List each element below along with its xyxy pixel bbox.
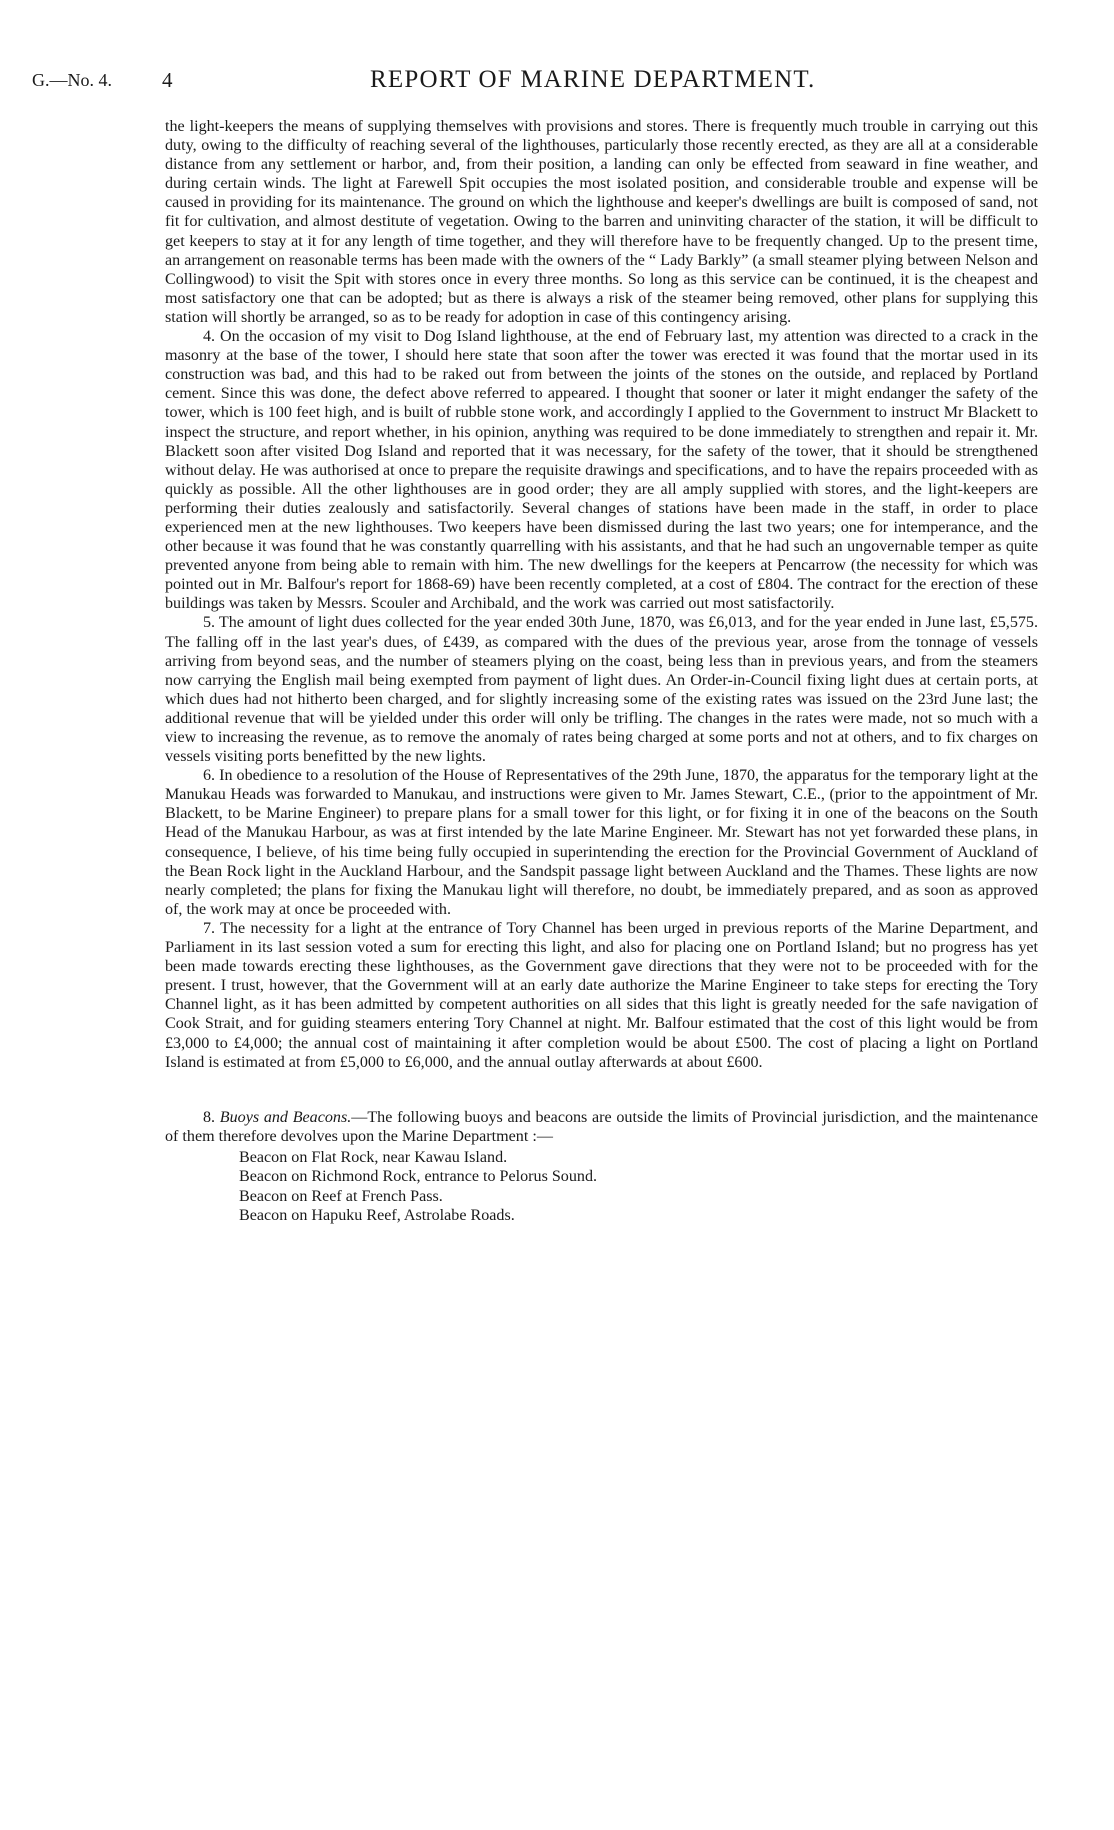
paragraph-7: 7. The necessity for a light at the entrance of Tory Channel has been urged in previous reports of the Marine Department, and Parliament in its last session voted a sum for erecting this light, and also for placing one on Portland Island; but no progress has yet been made towards erecting these lighthouses, as the Government gave directions that they were not to be proceeded with for the present. I trust, however, that the Government will at an early date authorize the Marine Engineer to take steps for erecting the Tory Channel light, as it has been admitted by competent authorities on all sides that this light is greatly needed for the safe navigation of Cook Strait, and for guiding steamers entering Tory Channel at night. Mr. Balfour estimated that the cost of this light would be from £3,000 to £4,000; the annual cost of maintaining it after completion would be about £500. The cost of placing a light on Portland Island is estimated at from £5,000 to £6,000, and the annual outlay afterwards at about £600. [165, 919, 1038, 1071]
section-heading: Buoys and Beacons. [219, 1108, 352, 1126]
paragraph-4: 4. On the occasion of my visit to Dog Island lighthouse, at the end of February last, my attention was directed to a crack in the masonry at the base of the tower, I should here state that soon after the tower was erected it was found that the mortar used in its construction was bad, and this had to be raked out from between the joints of the stones on the outside, and replaced by Portland cement. Since this was done, the defect above referred to appeared. I thought that sooner or later it might endanger the safety of the tower, which is 100 feet high, and is built of rubble stone work, and accordingly I applied to the Government to instruct Mr Blackett to inspect the structure, and report whether, in his opinion, anything was required to be done immediately to strengthen and repair it. Mr. Blackett soon after visited Dog Island and reported that it was necessary, for the safety of the tower, that it should be strengthened without delay. He was authorised at once to prepare the requisite drawings and specifications, and to have the repairs proceeded with as quickly as possible. All the other lighthouses are in good order; they are all amply supplied with stores, and the light-keepers are performing their duties zealously and satisfactorily. Several changes of stations have been made in the staff, in order to place experienced men at the new lighthouses. Two keepers have been dismissed during the last two years; one for intemperance, and the other because it was found that he was constantly quarrelling with his assistants, and that he had such an ungovernable temper as quite prevented anyone from being able to remain with him. The new dwellings for the keepers at Pencarrow (the necessity for which was pointed out in Mr. Balfour's report for 1868-69) have been recently completed, at a cost of £804. The contract for the erection of these buildings was taken by Messrs. Scouler and Archibald, and the work was carried out most satisfactorily. [165, 328, 1038, 613]
section-text: —The following buoys and beacons are outside the limits of Provincial jurisdiction, and the maintenance of them therefore devolves upon the Marine Department :— [165, 1108, 1039, 1145]
paragraph-8 [165, 1108, 1038, 1146]
list-item: Beacon on Flat Rock, near Kawau Island. [239, 1148, 508, 1166]
paragraph-6: 6. In obedience to a resolution of the House of Representatives of the 29th June, 1870, the apparatus for the temporary light at the Manukau Heads was forwarded to Manukau, and instructions were given to Mr. James Stewart, C.E., (prior to the appointment of Mr. Blackett, to be Marine Engineer) to prepare plans for a small tower for this light, or for fixing it in one of the beacons on the South Head of the Manukau Harbour, as was at first intended by the late Marine Engineer. Mr. Stewart has not yet forwarded these plans, in consequence, I believe, of his time being fully occupied in superintending the erection for the Provincial Government of Auckland of the Bean Rock light in the Auckland Harbour, and the Sandspit passage light between Auckland and the Thames. These lights are now nearly completed; the plans for fixing the Manukau light will therefore, no doubt, be immediately prepared, and as soon as approved of, the work may at once be proceeded with. [165, 767, 1038, 918]
page-number: 4 [162, 68, 173, 92]
report-body [165, 117, 1038, 1226]
list-item: Beacon on Reef at French Pass. [239, 1187, 443, 1205]
document-reference: G.—No. 4. [32, 70, 112, 90]
list-item: Beacon on Hapuku Reef, Astrolabe Roads. [239, 1207, 515, 1225]
paragraph-continuation: the light-keepers the means of supplying themselves with provisions and stores. There is frequently much trouble in carrying out this duty, owing to the difficulty of reaching several of the lighthouses, particularly those recently erected, as they are all at a considerable distance from any settlement or harbor, and, from their position, a landing can only be effected from seaward in fine weather, and during certain winds. The light at Farewell Spit occupies the most isolated position, and considerable trouble and expense will be caused in providing for its maintenance. The ground on which the lighthouse and keeper's dwellings are built is composed of sand, not fit for cultivation, and almost destitute of vegetation. Owing to the barren and uninviting character of the station, it will be difficult to get keepers to stay at it for any length of time together, and they will therefore have to be frequently changed. Up to the present time, an arrangement on reasonable terms has been made with the owners of the “ Lady Barkly” (a small steamer plying between Nelson and Collingwood) to visit the Spit with stores once in every three months. So long as this service can be continued, it is the cheapest and most satisfactory one that can be adopted; but as there is always a risk of the steamer being removed, other plans for supplying this station will shortly be arranged, so as to be ready for adoption in case of this contingency arising. [165, 118, 1038, 326]
list-item: Beacon on Richmond Rock, entrance to Pelorus Sound. [239, 1168, 598, 1186]
page-header [0, 62, 1114, 102]
page-title: REPORT OF MARINE DEPARTMENT. [370, 66, 816, 93]
paragraph-5: 5. The amount of light dues collected for the year ended 30th June, 1870, was £6,013, and for the year ended in June last, £5,575. The falling off in the last year's dues, of £439, as compared with the dues of the previous year, arose from the tonnage of vessels arriving from beyond seas, and the number of steamers plying on the coast, being less than in previous years, and from the steamers now carrying the English mail being exempted from payment of light dues. An Order-in-Council fixing light dues at certain ports, at which dues had not hitherto been charged, and for slightly increasing some of the existing rates was issued on the 23rd June last; the additional revenue that will be yielded under this order will only be trifling. The changes in the rates were made, not so much with a view to increasing the revenue, as to remove the anomaly of rates being charged at some ports and not at others, and to fix charges on vessels visiting ports benefitted by the new lights. [165, 614, 1038, 766]
section-number: 8. [203, 1108, 216, 1126]
beacon-list [165, 1148, 1038, 1226]
